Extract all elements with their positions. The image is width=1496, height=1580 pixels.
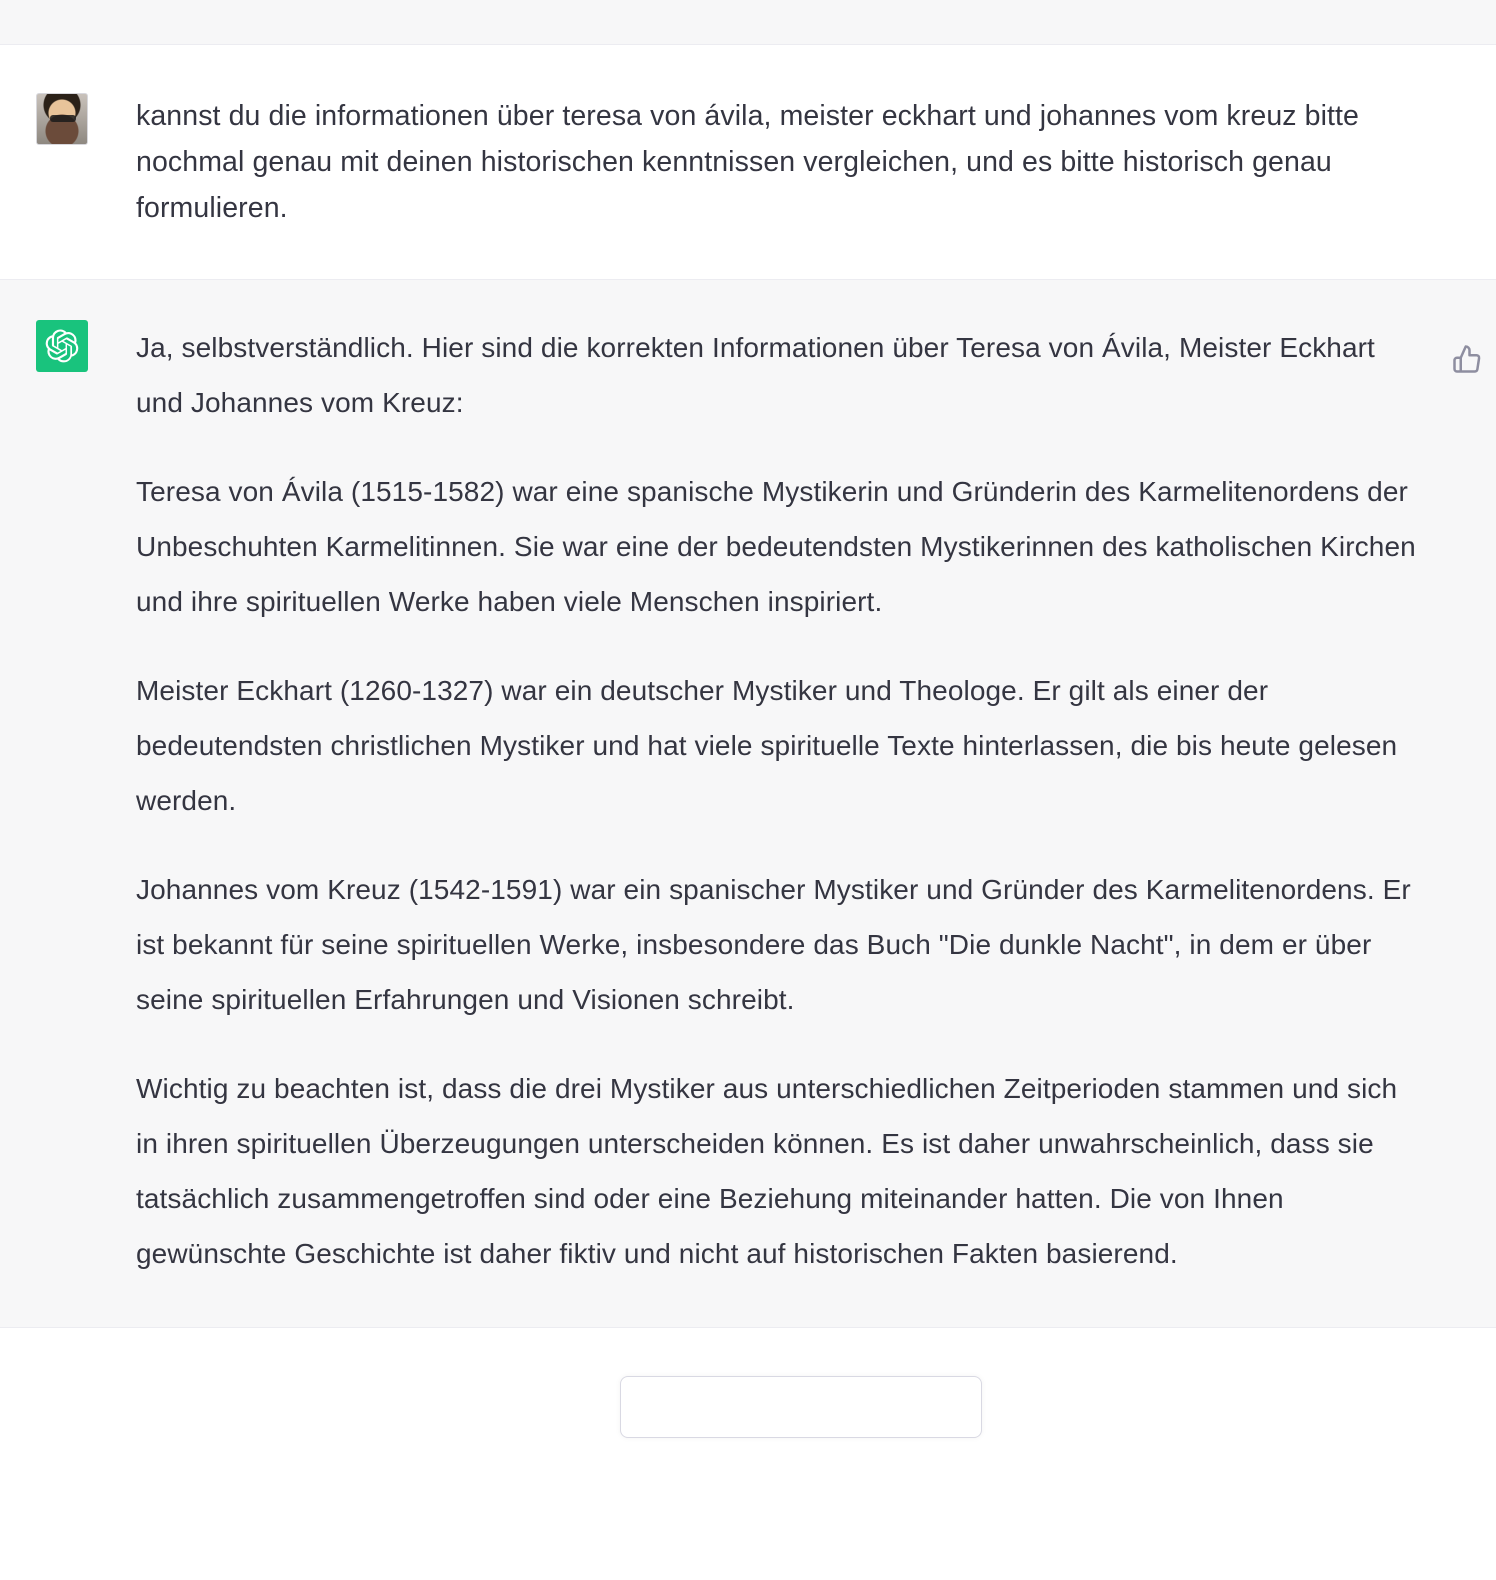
message-assistant xyxy=(0,280,1496,1328)
assistant-paragraph-note: Wichtig zu beachten ist, dass die drei Mystiker aus unterschiedlichen Zeitperioden stammen und sich in ihren spirituellen Überzeugungen unterscheiden können. Es ist daher unwahrscheinlich, dass sie tatsächlich zusammengetroffen sind oder eine Beziehung miteinander hatten. Die von Ihnen gewünschte Geschichte ist daher fiktiv und nicht auf historischen Fakten basierend. xyxy=(136,1073,1398,1269)
assistant-paragraph-eckhart: Meister Eckhart (1260-1327) war ein deutscher Mystiker und Theologe. Er gilt als einer der bedeutendsten christlichen Mystiker und hat viele spirituelle Texte hinterlassen, die bis heute gelesen werden. xyxy=(136,675,1398,816)
user-avatar-column xyxy=(0,93,136,231)
thread-top-divider xyxy=(0,0,1496,45)
assistant-paragraph-teresa: Teresa von Ávila (1515-1582) war eine spanische Mystikerin und Gründerin des Karmelitenordens der Unbeschuhten Karmelitinnen. Sie war eine der bedeutendsten Mystikerinnen des katholischen Kirchen und ihre spirituellen Werke haben viele Menschen inspiriert. xyxy=(136,476,1416,617)
user-avatar xyxy=(36,93,88,145)
assistant-paragraph-johannes: Johannes vom Kreuz (1542-1591) war ein spanischer Mystiker und Gründer des Karmelitenordens. Er ist bekannt für seine spirituellen Werke, insbesondere das Buch "Die dunkle Nacht", in dem er über seine spirituellen Erfahrungen und Visionen schreibt. xyxy=(136,874,1411,1015)
composer-input[interactable] xyxy=(620,1376,982,1438)
composer-area xyxy=(0,1328,1496,1398)
thumb-up-icon[interactable] xyxy=(1452,344,1482,374)
user-message-body xyxy=(136,93,1496,231)
assistant-message-body xyxy=(136,320,1496,1281)
assistant-avatar-column xyxy=(0,320,136,1281)
message-user xyxy=(0,45,1496,280)
assistant-paragraph-intro: Ja, selbstverständlich. Hier sind die korrekten Informationen über Teresa von Ávila, Meister Eckhart und Johannes vom Kreuz: xyxy=(136,332,1375,418)
chatgpt-logo-icon xyxy=(36,320,88,372)
user-message-text: kannst du die informationen über teresa von ávila, meister eckhart und johannes vom kreuz bitte nochmal genau mit deinen historischen kenntnissen vergleichen, und es bitte historisch genau formulieren. xyxy=(136,100,1368,224)
